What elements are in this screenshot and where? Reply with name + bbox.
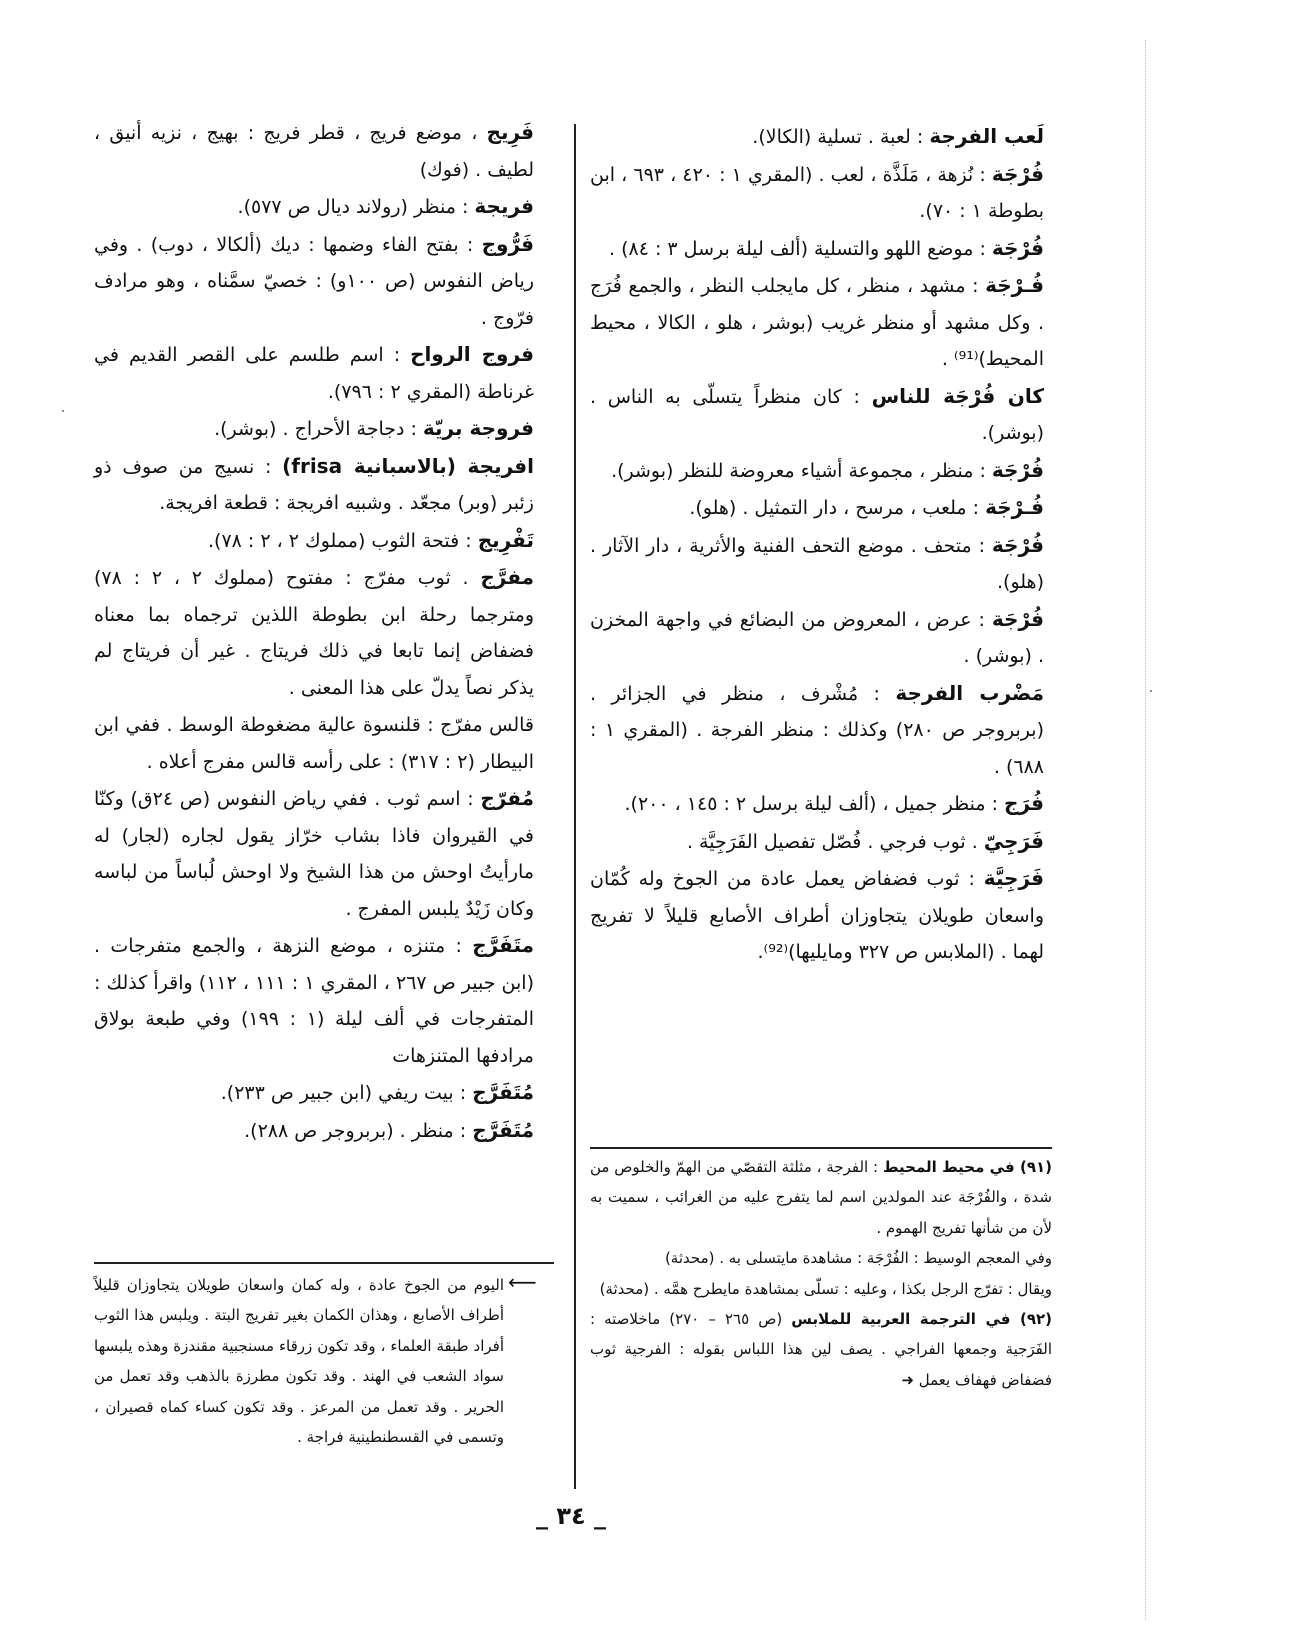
entry-definition: (ص ٢٦٥ – ٢٧٠) ماخلاصته : الفَرَجية وجمعها الفراجي . يصف لين هذا اللباس بقوله : الفرجية ثوب فضفاض فهفاف يعمل ➜: [590, 1310, 1052, 1389]
dictionary-entry: [590, 118, 1044, 156]
entry-headword: مُتَفَرَّج: [472, 1080, 534, 1104]
entry-headword: فُرْجَة: [991, 235, 1044, 260]
entry-definition: : لعبة . تسلية (الكالا).: [752, 126, 930, 148]
dictionary-entry: [94, 559, 534, 706]
dictionary-entry: [590, 785, 1044, 823]
footnote-separator-left: [94, 1262, 554, 1264]
entry-headword: مفرَّج: [480, 565, 535, 589]
dictionary-entry: [94, 188, 534, 226]
dictionary-entry: [590, 156, 1044, 230]
entry-headword: فُـرْجَة: [985, 495, 1044, 519]
entry-definition: : كان منظراً يتسلّى به الناس . (بوشر).: [590, 385, 1044, 444]
entry-headword: فُرْجَة: [991, 457, 1044, 482]
entry-definition: : بفتح الفاء وضمها : ديك (ألكالا ، دوب) . وفي رياض النفوس (ص ١٠٠و) : خصيّ سمَّناه ، وهو مرادف فرّوج .: [94, 233, 534, 329]
dictionary-entry: [590, 378, 1044, 452]
dictionary-entry: [94, 114, 534, 188]
entry-definition: : نسيج من صوف ذو زئبر (وبر) مجعّد . وشبيه افريجة : قطعة افريجة.: [94, 455, 534, 514]
dictionary-entry: [94, 927, 534, 1074]
dictionary-entry: [94, 522, 534, 560]
scan-speck: [1150, 690, 1152, 692]
left-column: [94, 114, 534, 1149]
dictionary-entry: [590, 230, 1044, 268]
entry-definition: : دجاجة الأحراج . (بوشر).: [214, 418, 423, 440]
entry-headword: (٩١) في محيط المحيط: [882, 1158, 1052, 1176]
entry-definition: : نُزهة ، مَلَذَّة ، لعب . (المقري ١ : ٤٢٠ ، ٦٩٣ ، ابن بطوطة ١ : ٧٠).: [590, 163, 1044, 222]
entry-definition: ، موضع فريج ، قطر فريج : بهيج ، نزيه أنيق ، لطيف . (فوك): [94, 122, 534, 181]
scan-edge-line: [1145, 40, 1147, 1620]
entry-headword: متَفَرَّج: [472, 933, 534, 957]
entry-headword: كان فُرْجَة للناس: [871, 383, 1044, 408]
dictionary-entry: [590, 860, 1044, 971]
entry-headword: لَعب الفرجة: [929, 124, 1044, 148]
scan-speck: [62, 410, 64, 412]
entry-definition: : منظر جميل ، (ألف ليلة برسل ٢ : ١٤٥ ، ٢٠٠).: [624, 793, 1005, 815]
entry-definition: : موضع اللهو والتسلية (ألف ليلة برسل ٣ : ٨٤) .: [609, 237, 992, 260]
entry-headword: فَرُّوج: [481, 231, 534, 256]
entry-headword: فُرَج: [1004, 791, 1044, 815]
entry-definition: : بيت ريفي (ابن جبير ص ٢٣٣).: [220, 1082, 473, 1104]
dictionary-entry: [590, 1304, 1052, 1395]
entry-headword: مُتَفَرَّج: [472, 1117, 534, 1142]
entry-definition: : فتحة الثوب (مملوك ٢ ، ٢ : ٧٨).: [207, 529, 478, 552]
dictionary-entry: [590, 601, 1044, 675]
entry-headword: فروج الرواح: [410, 342, 534, 366]
entry-headword: فريجة: [474, 194, 534, 218]
dictionary-entry: [590, 1152, 1052, 1243]
dictionary-entry: [94, 1074, 534, 1112]
dictionary-entry: [94, 448, 534, 522]
dictionary-entry: [94, 336, 534, 410]
entry-headword: فُـرْجَة: [985, 273, 1044, 297]
dictionary-entry: [590, 527, 1044, 601]
entry-headword: مُفرّج: [480, 786, 534, 810]
dictionary-entry: [94, 780, 534, 927]
dictionary-entry: [94, 226, 534, 337]
dictionary-entry: [590, 823, 1044, 861]
entry-headword: فُرْجَة: [991, 161, 1045, 186]
entry-definition: : الفرجة ، مثلثة التقصّي من الهمّ والخلوص من شدة ، والفُرْجَة عند المولدين اسم لما يتفرج عليه من الغرائب ، سميت به لأن من شأنها تفريج الهموم .: [590, 1158, 1052, 1237]
entry-definition: وفي المعجم الوسيط : الفُرْجَة : مشاهدة مايتسلى به . (محدثة): [664, 1249, 1052, 1268]
entry-definition: : منظر (رولاند ديال ص ٥٧٧).: [237, 196, 475, 218]
entry-definition: : اسم ثوب . ففي رياض النفوس (ص ٢٤ق) وكنّا في القيروان فاذا بشاب خرّاز يقول لجاره (لجار) له مارأيتُ اوحش من هذا الشيخ ولا اوحش لُباساً من لباسه وكان زَيْدٌ يلبس المفرج .: [94, 788, 534, 920]
footnotes-left: [94, 1270, 504, 1452]
entry-headword: مَضْرب الفرجة: [895, 680, 1045, 705]
footnote-continuation: اليوم من الجوخ عادة ، وله كمان واسعان طويلان يتجاوزان قليلاً أطراف الأصابع ، وهذان الكمان بغير تفريج البتة . ويلبس هذا الثوب أفراد طبقة العلماء ، وقد تكون زرقاء مسنجبية مقندزة وهذه يلبسها سواد الشعب في الهند . وقد تكون مطرزة بالذهب وقد تعمل من الحرير . وقد تعمل من المرعز . وقد تكون كساء كماه قصيران ، وتسمى في القسطنطينية فراجة .: [94, 1276, 504, 1447]
dictionary-entry: [590, 489, 1044, 527]
entry-headword: فَرَجِيّ: [983, 828, 1044, 853]
entry-headword: فُرْجَة: [991, 532, 1044, 557]
dictionary-entry: [94, 706, 534, 780]
entry-headword: فُرْجَة: [991, 606, 1044, 631]
entry-definition: : اسم طلسم على القصر القديم في غرناطة (المقري ٢ : ٧٩٦).: [94, 344, 534, 403]
dictionary-entry: [590, 1243, 1052, 1273]
footnotes-right: [590, 1152, 1052, 1395]
entry-definition: قالس مفرّج : قلنسوة عالية مضغوطة الوسط . ففي ابن البيطار (٢ : ٣١٧) : على رأسه قالس مفرج أعلاه .: [94, 714, 534, 773]
entry-headword: فَرِيج: [486, 120, 534, 144]
entry-definition: . ثوب فرجي . فُصّل تفصيل الفَرَجِيَّة .: [686, 830, 984, 853]
entry-definition: : مشهد ، منظر ، كل مايجلب النظر ، والجمع فُرَج . وكل مشهد أو منظر غريب (بوشر ، هلو ، الكالا ، محيط المحيط)⁽⁹¹⁾ .: [590, 275, 1044, 370]
entry-headword: (٩٢) في الترجمة العربية للملابس: [791, 1310, 1052, 1329]
entry-definition: ويقال : تفرّج الرجل بكذا ، وعليه : تسلّى بمشاهدة مايطرح همَّه . (محدثة): [599, 1279, 1052, 1298]
entry-headword: تَفْرِيج: [477, 527, 534, 552]
entry-headword: فَرَجِيَّة: [983, 866, 1044, 890]
page-number: _ ٣٤ _: [536, 1502, 607, 1530]
dictionary-entry: [590, 452, 1044, 490]
dictionary-entry: [94, 1112, 534, 1150]
footnote-separator-right: [590, 1147, 1052, 1149]
dictionary-entry: [590, 1274, 1052, 1304]
column-divider: [574, 124, 576, 1489]
entry-definition: : منظر . (بربروجر ص ٢٨٨).: [244, 1119, 473, 1142]
dictionary-entry: [590, 267, 1044, 378]
entry-definition: : متحف . موضع التحف الفنية والأثرية ، دار الآثار . (هلو).: [590, 534, 1044, 593]
entry-definition: : ملعب ، مرسح ، دار التمثيل . (هلو).: [689, 497, 986, 519]
dictionary-entry: [94, 410, 534, 448]
dictionary-entry: [590, 675, 1044, 786]
entry-headword: افريجة (بالاسبانية frisa): [282, 453, 534, 478]
entry-headword: فروجة بريّة: [422, 416, 534, 440]
entry-definition: : ثوب فضفاض يعمل عادة من الجوخ وله كُمّان واسعان طويلان يتجاوزان أطراف الأصابع قليلاً لا تفريج لهما . (الملابس ص ٣٢٧ ومايليها)⁽⁹²⁾.: [590, 868, 1044, 963]
entry-definition: : متنزه ، موضع النزهة ، والجمع متفرجات . (ابن جبير ص ٢٦٧ ، المقري ١ : ١١١ ، ١١٢) واقرأ كذلك : المتفرجات في ألف ليلة (١ : ١٩٩) وفي طبعة بولاق مرادفها المتنزهات: [94, 935, 534, 1067]
continuation-arrow-icon: ⟵: [508, 1270, 537, 1294]
entry-definition: : منظر ، مجموعة أشياء معروضة للنظر (بوشر).: [611, 459, 992, 482]
entry-definition: : مُشْرف ، منظر في الجزائر . (بربروجر ص ٢٨٠) وكذلك : منظر الفرجة . (المقري ١ : ٦٨٨) .: [590, 682, 1044, 778]
entry-definition: : عرض ، المعروض من البضائع في واجهة المخزن . (بوشر) .: [590, 608, 1044, 667]
entry-definition: . ثوب مفرّج : مفتوح (مملوك ٢ ، ٢ : ٧٨) ومترجما رحلة ابن بطوطة اللذين ترجماه بما معناه فضفاض إنما تابعا في ذلك فريتاج . غير أن فريتاج لم يذكر نصاً يدلّ على هذا المعنى .: [94, 567, 534, 699]
right-column: [590, 118, 1044, 971]
